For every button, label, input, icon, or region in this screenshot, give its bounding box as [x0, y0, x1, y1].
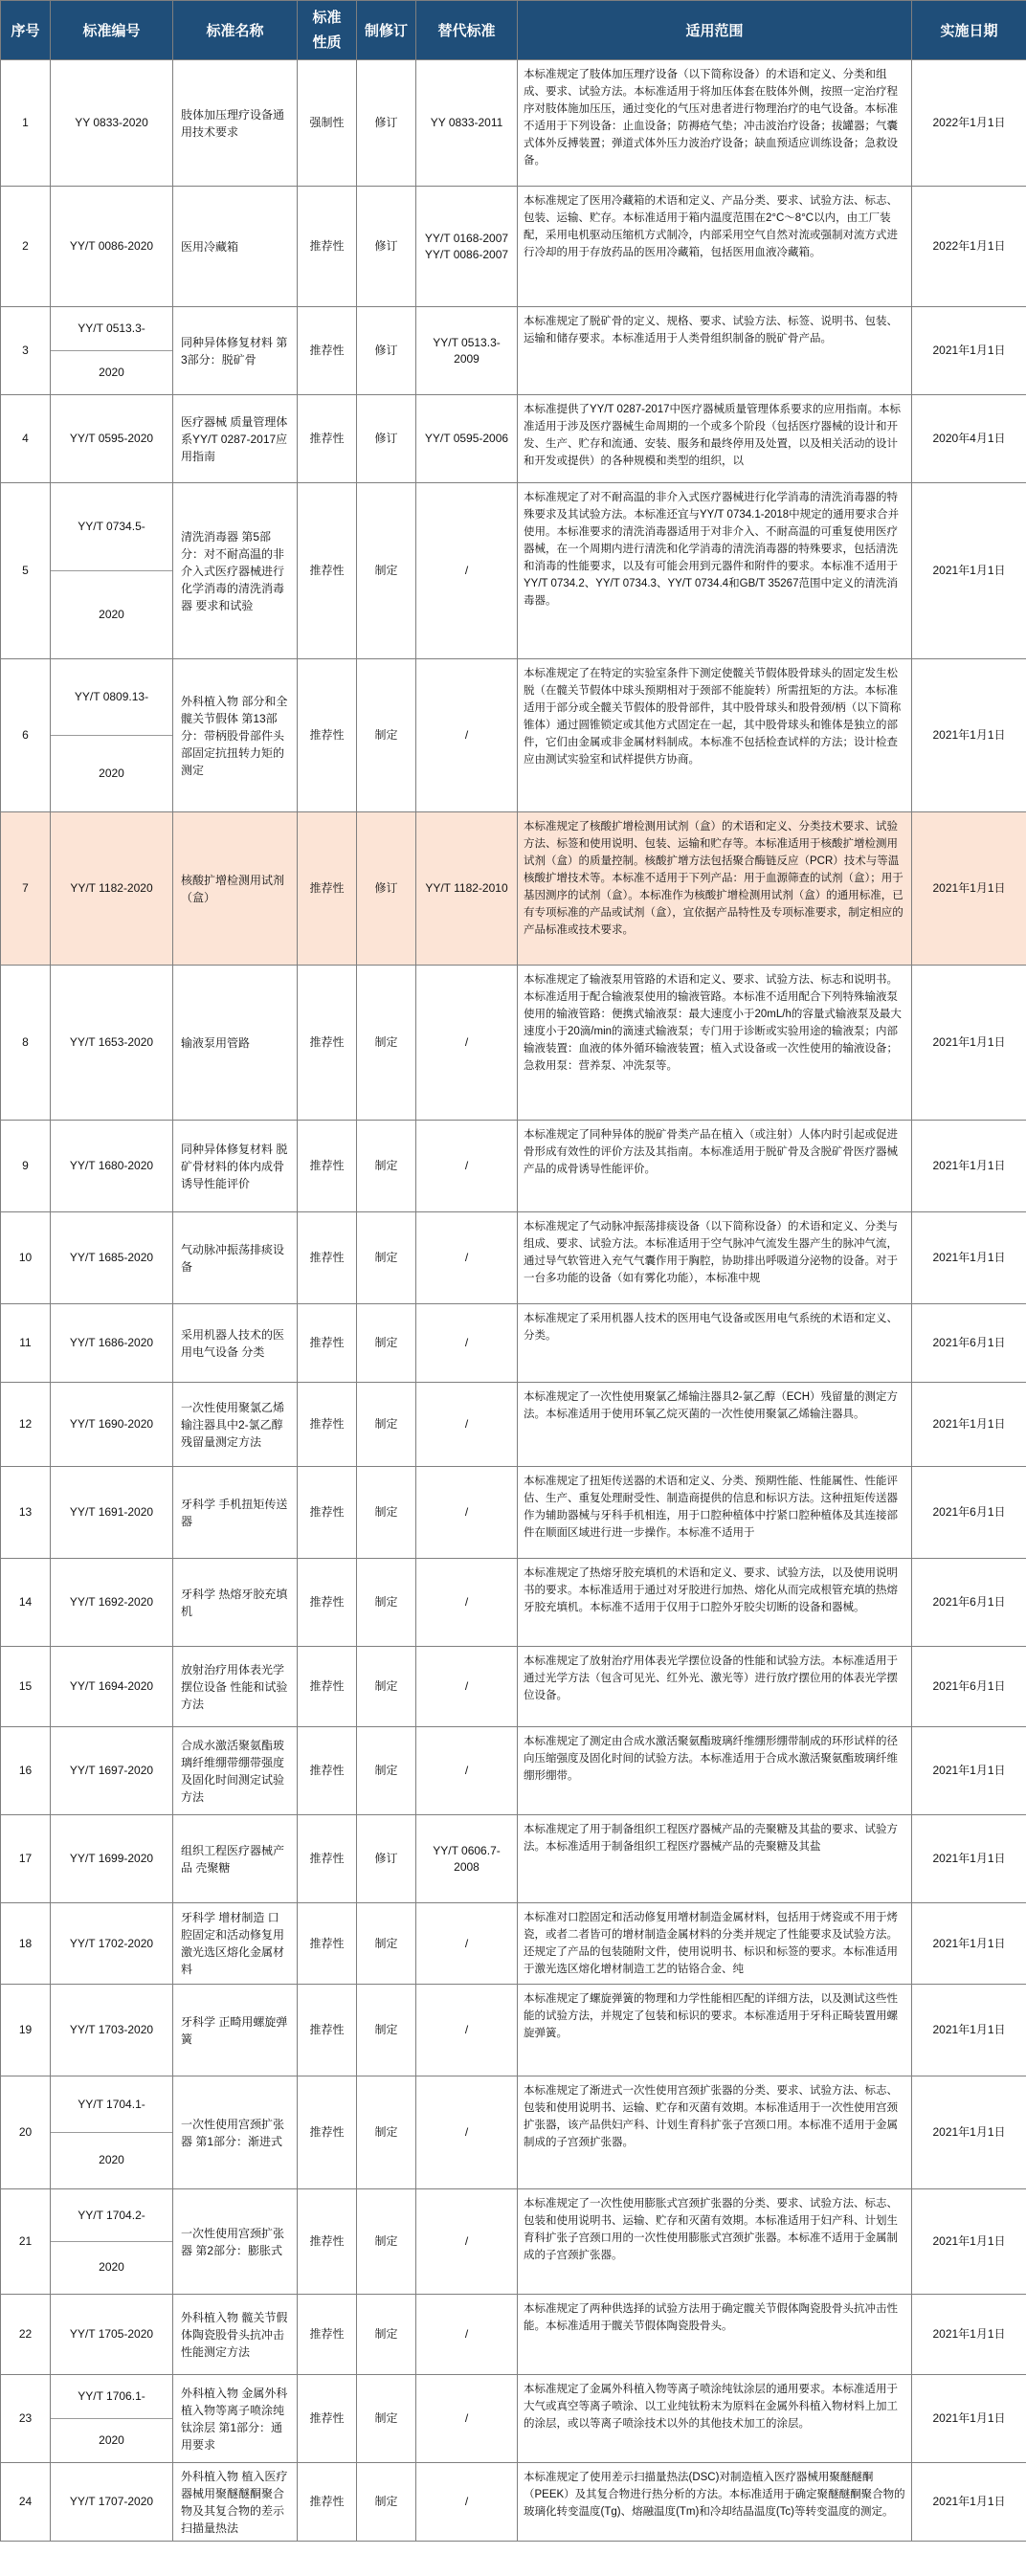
- cell-scope: 本标准规定了对不耐高温的非介入式医疗器械进行化学消毒的清洗消毒器的特殊要求及其试验方法。本标准还宜与YY/T 0734.1-2018中规定的通用要求合并使用。本标准要求的清洗消毒器适用于对非介入、不耐高温的可重复使用医疗器械，在一个周期内进行清洗和化学消毒的清洗消毒器的特殊要求，包括清洗和消毒的性能要求，以及有可能会用到元器件和附件的要求。本标准不适用于YY/T 0734.2、YY/T 0734.3、YY/T 0734.4和GB/T 35267范围中定义的清洗消毒器。: [518, 483, 912, 659]
- cell-revise: 修订: [357, 395, 416, 483]
- cell-date: 2020年4月1日: [912, 395, 1026, 483]
- cell-replace: /: [416, 2189, 518, 2295]
- cell-date: 2022年1月1日: [912, 60, 1026, 187]
- cell-date: 2021年1月1日: [912, 307, 1026, 395]
- cell-nature: 推荐性: [298, 1727, 357, 1815]
- table-row: [1, 307, 1026, 395]
- cell-replace: /: [416, 2463, 518, 2542]
- cell-replace: /: [416, 1304, 518, 1383]
- cell-name: 同种异体修复材料 第3部分：脱矿骨: [173, 307, 298, 395]
- cell-replace: /: [416, 1985, 518, 2076]
- cell-replace: YY/T 1182-2010: [416, 812, 518, 966]
- table-row: [1, 1647, 1026, 1727]
- table-row: [1, 966, 1026, 1121]
- cell-code: [51, 2375, 173, 2463]
- cell-nature: 推荐性: [298, 1985, 357, 2076]
- cell-nature: 推荐性: [298, 2463, 357, 2542]
- cell-nature: 推荐性: [298, 1467, 357, 1559]
- cell-code: YY/T 0595-2020: [51, 395, 173, 483]
- cell-replace: YY 0833-2011: [416, 60, 518, 187]
- cell-scope: 本标准规定了用于制备组织工程医疗器械产品的壳聚糖及其盐的要求、试验方法。本标准适用于制备组织工程医疗器械产品的壳聚糖及其盐: [518, 1815, 912, 1903]
- cell-scope: 本标准规定了两种供选择的试验方法用于确定髋关节假体陶瓷股骨头抗冲击性能。本标准适用于髋关节假体陶瓷股骨头。: [518, 2295, 912, 2375]
- cell-name: 组织工程医疗器械产品 壳聚糖: [173, 1815, 298, 1903]
- cell-replace: YY/T 0606.7-2008: [416, 1815, 518, 1903]
- cell-revise: 制定: [357, 2189, 416, 2295]
- cell-replace: /: [416, 483, 518, 659]
- cell-scope: 本标准规定了一次性使用膨胀式宫颈扩张器的分类、要求、试验方法、标志、包装和使用说明书、运输、贮存和灭菌有效期。本标准适用于妇产科、计划生育科扩张子宫颈口用的一次性使用膨胀式宫颈扩张器。本标准不适用于金属制成的子宫颈扩张器。: [518, 2189, 912, 2295]
- cell-scope: 本标准规定了渐进式一次性使用宫颈扩张器的分类、要求、试验方法、标志、包装和使用说明书、运输、贮存和灭菌有效期。本标准适用于一次性使用宫颈扩张器，该产品供妇产科、计划生育科扩张子宫颈口用。本标准不适用于金属制成的子宫颈扩张器。: [518, 2076, 912, 2189]
- cell-scope: 本标准对口腔固定和活动修复用增材制造金属材料，包括用于烤瓷或不用于烤瓷，或者二者皆可的增材制造金属材料的分类并规定了性能要求及试验方法。还规定了产品的包装随附文件，使用说明书、标识和标签的要求。本标准适用于激光选区熔化增材制造工艺的钴铬合金、纯: [518, 1903, 912, 1985]
- cell-name: 一次性使用宫颈扩张器 第2部分：膨胀式: [173, 2189, 298, 2295]
- table-row: [1, 2189, 1026, 2295]
- cell-code-part: YY/T 1704.2-: [51, 2190, 172, 2243]
- cell-scope: 本标准规定了放射治疗用体表光学摆位设备的性能和试验方法。本标准适用于通过光学方法（包含可见光、红外光、激光等）进行放疗摆位用的体表光学摆位设备。: [518, 1647, 912, 1727]
- cell-scope: 本标准规定了核酸扩增检测用试剂（盒）的术语和定义、分类技术要求、试验方法、标签和使用说明、包装、运输和贮存等。本标准适用于核酸扩增检测用试剂（盒）的质量控制。核酸扩增方法包括聚合酶链反应（PCR）技术与等温核酸扩增技术等。本标准不适用于下列产品：用于血源筛查的试剂（盒）；用于基因测序的试剂（盒）。本标准作为核酸扩增检测用试剂（盒）的通用标准，已有专项标准的产品或试剂（盒），宜依据产品特性及专项标准要求，制定相应的产品标准或技术要求。: [518, 812, 912, 966]
- cell-revise: 制定: [357, 1647, 416, 1727]
- cell-code: [51, 659, 173, 812]
- cell-name: 外科植入物 部分和全髋关节假体 第13部分：带柄股骨部件头部固定抗扭转力矩的测定: [173, 659, 298, 812]
- cell-code-part: YY/T 1704.1-: [51, 2077, 172, 2134]
- cell-scope: 本标准规定了一次性使用聚氯乙烯输注器具2-氯乙醇（ECH）残留量的测定方法。本标准适用于使用环氧乙烷灭菌的一次性使用聚氯乙烯输注器具。: [518, 1383, 912, 1467]
- cell-name: 医用冷藏箱: [173, 187, 298, 307]
- cell-revise: 制定: [357, 2375, 416, 2463]
- cell-date: 2021年1月1日: [912, 2295, 1026, 2375]
- cell-scope: 本标准规定了在特定的实验室条件下测定使髋关节假体股骨球头的固定发生松脱（在髋关节假体中球头预期相对于颈部不能旋转）所需扭矩的方法。本标准适用于部分或全髋关节假体的股骨部件，其中股骨球头和股骨颈/柄（以下简称锥体）通过圆锥锁定或其他方式固定在一起，其中股骨球头和锥体是独立的部件，它们由金属或非金属材料制成。本标准不包括检查试样的方法；设计检查应由测试实验室和试样提供方协商。: [518, 659, 912, 812]
- cell-revise: 制定: [357, 2463, 416, 2542]
- cell-code-part: 2020: [99, 2153, 124, 2167]
- cell-replace: /: [416, 966, 518, 1121]
- cell-no: 15: [1, 1647, 51, 1727]
- cell-name: 肢体加压理疗设备通用技术要求: [173, 60, 298, 187]
- cell-code: YY 0833-2020: [51, 60, 173, 187]
- cell-revise: 制定: [357, 659, 416, 812]
- cell-date: 2021年6月1日: [912, 1304, 1026, 1383]
- cell-revise: 制定: [357, 1559, 416, 1647]
- cell-date: 2021年6月1日: [912, 1467, 1026, 1559]
- cell-code: YY/T 1707-2020: [51, 2463, 173, 2542]
- cell-code: YY/T 1690-2020: [51, 1383, 173, 1467]
- cell-no: 2: [1, 187, 51, 307]
- cell-nature: 强制性: [298, 60, 357, 187]
- table-row: [1, 1559, 1026, 1647]
- cell-name: 牙科学 正畸用螺旋弹簧: [173, 1985, 298, 2076]
- cell-scope: 本标准规定了脱矿骨的定义、规格、要求、试验方法、标签、说明书、包装、运输和储存要求。本标准适用于人类骨组织制备的脱矿骨产品。: [518, 307, 912, 395]
- cell-name: 牙科学 热熔牙胶充填机: [173, 1559, 298, 1647]
- table-row: [1, 1815, 1026, 1903]
- cell-code: YY/T 1680-2020: [51, 1121, 173, 1212]
- cell-no: 21: [1, 2189, 51, 2295]
- table-row: [1, 2295, 1026, 2375]
- cell-no: 4: [1, 395, 51, 483]
- cell-no: 11: [1, 1304, 51, 1383]
- cell-replace: /: [416, 1903, 518, 1985]
- cell-replace: YY/T 0168-2007 YY/T 0086-2007: [416, 187, 518, 307]
- cell-code-part: YY/T 1706.1-: [51, 2376, 172, 2420]
- cell-nature: 推荐性: [298, 395, 357, 483]
- cell-replace: /: [416, 1212, 518, 1304]
- cell-code: YY/T 1686-2020: [51, 1304, 173, 1383]
- cell-no: 18: [1, 1903, 51, 1985]
- cell-nature: 推荐性: [298, 966, 357, 1121]
- cell-nature: 推荐性: [298, 1815, 357, 1903]
- table-header-row: [1, 1, 1026, 60]
- cell-name: 牙科学 手机扭矩传送器: [173, 1467, 298, 1559]
- cell-code: YY/T 0086-2020: [51, 187, 173, 307]
- cell-revise: 制定: [357, 1212, 416, 1304]
- cell-date: 2021年1月1日: [912, 2189, 1026, 2295]
- cell-code-part: 2020: [99, 365, 124, 379]
- cell-code-part: 2020: [99, 2260, 124, 2275]
- table-row: [1, 2463, 1026, 2542]
- cell-nature: 推荐性: [298, 1903, 357, 1985]
- cell-nature: 推荐性: [298, 1212, 357, 1304]
- cell-scope: 本标准规定了医用冷藏箱的术语和定义、产品分类、要求、试验方法、标志、包装、运输、贮存。本标准适用于箱内温度范围在2°C～8°C以内，由工厂装配，采用电机驱动压缩机方式制冷，内部采用空气自然对流或强制对流方式进行冷却的用于存放药品的医用冷藏箱，包括医用血液冷藏箱。: [518, 187, 912, 307]
- cell-code: [51, 2076, 173, 2189]
- cell-code-part: YY/T 0734.5-: [51, 484, 172, 572]
- table-row: [1, 1727, 1026, 1815]
- cell-no: 3: [1, 307, 51, 395]
- cell-replace: YY/T 0595-2006: [416, 395, 518, 483]
- cell-name: 外科植入物 植入医疗器械用聚醚醚酮聚合物及其复合物的差示扫描量热法: [173, 2463, 298, 2542]
- cell-nature: 推荐性: [298, 1121, 357, 1212]
- cell-code-part: 2020: [99, 607, 124, 621]
- cell-name: 放射治疗用体表光学摆位设备 性能和试验方法: [173, 1647, 298, 1727]
- cell-revise: 制定: [357, 1383, 416, 1467]
- cell-no: 24: [1, 2463, 51, 2542]
- cell-date: 2021年1月1日: [912, 1727, 1026, 1815]
- table-row: [1, 1121, 1026, 1212]
- cell-replace: /: [416, 1467, 518, 1559]
- cell-revise: 制定: [357, 2076, 416, 2189]
- cell-date: 2021年1月1日: [912, 2463, 1026, 2542]
- cell-date: 2021年1月1日: [912, 1212, 1026, 1304]
- cell-scope: 本标准规定了螺旋弹簧的物理和力学性能相匹配的详细方法，以及测试这些性能的试验方法，并规定了包装和标识的要求。本标准适用于牙科正畸装置用螺旋弹簧。: [518, 1985, 912, 2076]
- cell-name: 一次性使用聚氯乙烯输注器具中2-氯乙醇残留量测定方法: [173, 1383, 298, 1467]
- cell-replace: /: [416, 1121, 518, 1212]
- table-row: [1, 1985, 1026, 2076]
- cell-replace: /: [416, 1647, 518, 1727]
- cell-nature: 推荐性: [298, 1383, 357, 1467]
- cell-code: YY/T 1694-2020: [51, 1647, 173, 1727]
- cell-scope: 本标准规定了金属外科植入物等离子喷涂纯钛涂层的通用要求。本标准适用于大气或真空等离子喷涂、以工业纯钛粉末为原料在金属外科植入物材料上加工的涂层，或以等离子喷涂技术以外的其他技术加工的涂层。: [518, 2375, 912, 2463]
- table-row: [1, 1383, 1026, 1467]
- table-body: [1, 60, 1026, 2542]
- cell-code: YY/T 1697-2020: [51, 1727, 173, 1815]
- cell-date: 2021年1月1日: [912, 659, 1026, 812]
- cell-name: 牙科学 增材制造 口腔固定和活动修复用激光选区熔化金属材料: [173, 1903, 298, 1985]
- cell-no: 14: [1, 1559, 51, 1647]
- cell-revise: 制定: [357, 966, 416, 1121]
- cell-code: YY/T 1692-2020: [51, 1559, 173, 1647]
- cell-scope: 本标准规定了同种异体的脱矿骨类产品在植入（或注射）人体内时引起或促进骨形成有效性的评价方法及其指南。本标准适用于脱矿骨及含脱矿骨医疗器械产品的成骨诱导性能评价。: [518, 1121, 912, 1212]
- cell-nature: 推荐性: [298, 483, 357, 659]
- cell-code-part: YY/T 0513.3-: [51, 308, 172, 352]
- cell-no: 19: [1, 1985, 51, 2076]
- cell-date: 2021年1月1日: [912, 2076, 1026, 2189]
- cell-no: 13: [1, 1467, 51, 1559]
- cell-date: 2021年6月1日: [912, 1559, 1026, 1647]
- cell-replace: /: [416, 2076, 518, 2189]
- cell-scope: 本标准规定了采用机器人技术的医用电气设备或医用电气系统的术语和定义、分类。: [518, 1304, 912, 1383]
- cell-name: 清洗消毒器 第5部分：对不耐高温的非介入式医疗器械进行化学消毒的清洗消毒器 要求和试验: [173, 483, 298, 659]
- header-date: 实施日期: [912, 1, 1026, 60]
- cell-date: 2021年1月1日: [912, 2375, 1026, 2463]
- cell-code: YY/T 1182-2020: [51, 812, 173, 966]
- table-row: [1, 2375, 1026, 2463]
- cell-code: [51, 307, 173, 395]
- cell-revise: 修订: [357, 812, 416, 966]
- cell-revise: 制定: [357, 1467, 416, 1559]
- cell-code-part: 2020: [99, 766, 124, 780]
- cell-scope: 本标准规定了气动脉冲振荡排痰设备（以下简称设备）的术语和定义、分类与组成、要求、试验方法。本标准适用于空气脉冲气流发生器产生的脉冲气流，通过导气软管进入充气气囊作用于胸腔，协助排出呼吸道分泌物的设备。对于一台多功能的设备（如有雾化功能），本标准中规: [518, 1212, 912, 1304]
- cell-no: 10: [1, 1212, 51, 1304]
- cell-no: 23: [1, 2375, 51, 2463]
- cell-name: 医疗器械 质量管理体系YY/T 0287-2017应用指南: [173, 395, 298, 483]
- cell-code: [51, 483, 173, 659]
- cell-code-part: 2020: [99, 2432, 124, 2447]
- cell-revise: 修订: [357, 1815, 416, 1903]
- cell-replace: /: [416, 1383, 518, 1467]
- table-row: [1, 1304, 1026, 1383]
- cell-date: 2021年1月1日: [912, 1815, 1026, 1903]
- cell-no: 6: [1, 659, 51, 812]
- cell-revise: 修订: [357, 307, 416, 395]
- cell-nature: 推荐性: [298, 2295, 357, 2375]
- cell-revise: 制定: [357, 483, 416, 659]
- cell-name: 外科植入物 金属外科植入物等离子喷涂纯钛涂层 第1部分：通用要求: [173, 2375, 298, 2463]
- cell-revise: 修订: [357, 60, 416, 187]
- cell-revise: 制定: [357, 1727, 416, 1815]
- cell-code: YY/T 1699-2020: [51, 1815, 173, 1903]
- cell-revise: 制定: [357, 1903, 416, 1985]
- cell-scope: 本标准规定了使用差示扫描量热法(DSC)对制造植入医疗器械用聚醚醚酮（PEEK）及其复合物进行热分析的方法。本标准适用于确定聚醚醚酮聚合物的玻璃化转变温度(Tg)、熔融温度(Tm)和冷却结晶温度(Tc)等转变温度的测定。: [518, 2463, 912, 2542]
- cell-replace: /: [416, 2375, 518, 2463]
- cell-nature: 推荐性: [298, 1559, 357, 1647]
- cell-no: 7: [1, 812, 51, 966]
- cell-code: YY/T 1653-2020: [51, 966, 173, 1121]
- cell-revise: 制定: [357, 1121, 416, 1212]
- cell-name: 合成水激活聚氨酯玻璃纤维绷带绷带强度及固化时间测定试验方法: [173, 1727, 298, 1815]
- table-row: [1, 659, 1026, 812]
- cell-nature: 推荐性: [298, 659, 357, 812]
- cell-scope: 本标准规定了扭矩传送器的术语和定义、分类、预期性能、性能属性、性能评估、生产、重复处理耐受性、制造商提供的信息和标识方法。这种扭矩传送器作为辅助器械与牙科手机相连，用于口腔种植体中拧紧口腔种植体及其连接部件在顺面区域进行进一步操作。本标准不适用于: [518, 1467, 912, 1559]
- cell-scope: 本标准规定了输液泵用管路的术语和定义、要求、试验方法、标志和说明书。本标准适用于配合输液泵使用的输液管路。本标准不适用配合下列特殊输液泵使用的输液管路：便携式输液泵：最大速度小于20mL/h的容量式输液泵及最大速度小于20滴/min的滴速式输液泵；专门用于诊断或实验用途的输液泵；内部输液装置：血液的体外循环输液装置；植入式设备或一次性使用的输液设备；急救用泵：营养泵、冲洗泵等。: [518, 966, 912, 1121]
- cell-no: 12: [1, 1383, 51, 1467]
- cell-revise: 修订: [357, 187, 416, 307]
- header-no: 序号: [1, 1, 51, 60]
- cell-name: 外科植入物 髋关节假体陶瓷股骨头抗冲击性能测定方法: [173, 2295, 298, 2375]
- cell-code: YY/T 1703-2020: [51, 1985, 173, 2076]
- cell-code: YY/T 1685-2020: [51, 1212, 173, 1304]
- table-row: [1, 395, 1026, 483]
- cell-scope: 本标准提供了YY/T 0287-2017中医疗器械质量管理体系要求的应用指南。本标准适用于涉及医疗器械生命周期的一个或多个阶段（包括医疗器械的设计和开发、生产、贮存和流通、安装、服务和最终停用及处置，以及相关活动的设计和开发或提供）的各种规模和类型的组织，以: [518, 395, 912, 483]
- table-row: [1, 2076, 1026, 2189]
- table-row: [1, 812, 1026, 966]
- header-replace: 替代标准: [416, 1, 518, 60]
- cell-name: 气动脉冲振荡排痰设备: [173, 1212, 298, 1304]
- cell-revise: 制定: [357, 1985, 416, 2076]
- cell-code: YY/T 1705-2020: [51, 2295, 173, 2375]
- cell-date: 2021年1月1日: [912, 483, 1026, 659]
- cell-no: 16: [1, 1727, 51, 1815]
- cell-date: 2021年6月1日: [912, 1647, 1026, 1727]
- cell-scope: 本标准规定了热熔牙胶充填机的术语和定义、要求、试验方法，以及使用说明书的要求。本标准适用于通过对牙胶进行加热、熔化从而完成根管充填的热熔牙胶充填机。本标准不适用于仅用于口腔外牙胶尖切断的设备和器械。: [518, 1559, 912, 1647]
- table-row: [1, 1467, 1026, 1559]
- table-row: [1, 1212, 1026, 1304]
- table-row: [1, 483, 1026, 659]
- cell-code: [51, 2189, 173, 2295]
- cell-no: 5: [1, 483, 51, 659]
- cell-no: 20: [1, 2076, 51, 2189]
- cell-nature: 推荐性: [298, 1304, 357, 1383]
- table-row: [1, 60, 1026, 187]
- cell-replace: YY/T 0513.3-2009: [416, 307, 518, 395]
- cell-nature: 推荐性: [298, 307, 357, 395]
- cell-date: 2021年1月1日: [912, 1383, 1026, 1467]
- cell-name: 核酸扩增检测用试剂（盒）: [173, 812, 298, 966]
- cell-date: 2021年1月1日: [912, 1121, 1026, 1212]
- table-row: [1, 187, 1026, 307]
- cell-nature: 推荐性: [298, 812, 357, 966]
- cell-code: YY/T 1702-2020: [51, 1903, 173, 1985]
- cell-no: 1: [1, 60, 51, 187]
- cell-date: 2022年1月1日: [912, 187, 1026, 307]
- cell-name: 同种异体修复材料 脱矿骨材料的体内成骨诱导性能评价: [173, 1121, 298, 1212]
- header-nature: 标准 性质: [298, 1, 357, 60]
- cell-replace: /: [416, 1559, 518, 1647]
- cell-no: 9: [1, 1121, 51, 1212]
- cell-revise: 制定: [357, 1304, 416, 1383]
- cell-name: 一次性使用宫颈扩张器 第1部分：渐进式: [173, 2076, 298, 2189]
- cell-name: 输液泵用管路: [173, 966, 298, 1121]
- cell-date: 2021年1月1日: [912, 812, 1026, 966]
- header-scope: 适用范围: [518, 1, 912, 60]
- cell-no: 17: [1, 1815, 51, 1903]
- header-name: 标准名称: [173, 1, 298, 60]
- cell-code-part: YY/T 0809.13-: [51, 660, 172, 737]
- cell-date: 2021年1月1日: [912, 1985, 1026, 2076]
- cell-nature: 推荐性: [298, 187, 357, 307]
- cell-replace: /: [416, 2295, 518, 2375]
- cell-date: 2021年1月1日: [912, 966, 1026, 1121]
- cell-scope: 本标准规定了肢体加压理疗设备（以下简称设备）的术语和定义、分类和组成、要求、试验方法。本标准适用于将加压体套在肢体外侧，按照一定治疗程序对肢体施加压压，通过变化的气压对患者进行物理治疗的电气设备。本标准不适用于下列设备：止血设备；防褥疮气垫；冲击波治疗设备；拔罐器；气囊式体外反搏装置；弹道式体外压力波治疗设备；缺血预适应训练设备；急救设备。: [518, 60, 912, 187]
- table-row: [1, 1903, 1026, 1985]
- cell-scope: 本标准规定了测定由合成水激活聚氨酯玻璃纤维绷形绷带制成的环形试样的径向压缩强度及固化时间的试验方法。本标准适用于合成水激活聚氨酯玻璃纤维绷形绷带。: [518, 1727, 912, 1815]
- cell-revise: 制定: [357, 2295, 416, 2375]
- cell-replace: /: [416, 659, 518, 812]
- cell-nature: 推荐性: [298, 2375, 357, 2463]
- cell-date: 2021年1月1日: [912, 1903, 1026, 1985]
- cell-replace: /: [416, 1727, 518, 1815]
- header-code: 标准编号: [51, 1, 173, 60]
- cell-name: 采用机器人技术的医用电气设备 分类: [173, 1304, 298, 1383]
- cell-no: 22: [1, 2295, 51, 2375]
- cell-code: YY/T 1691-2020: [51, 1467, 173, 1559]
- header-revise: 制修订: [357, 1, 416, 60]
- cell-nature: 推荐性: [298, 1647, 357, 1727]
- cell-nature: 推荐性: [298, 2076, 357, 2189]
- cell-no: 8: [1, 966, 51, 1121]
- cell-nature: 推荐性: [298, 2189, 357, 2295]
